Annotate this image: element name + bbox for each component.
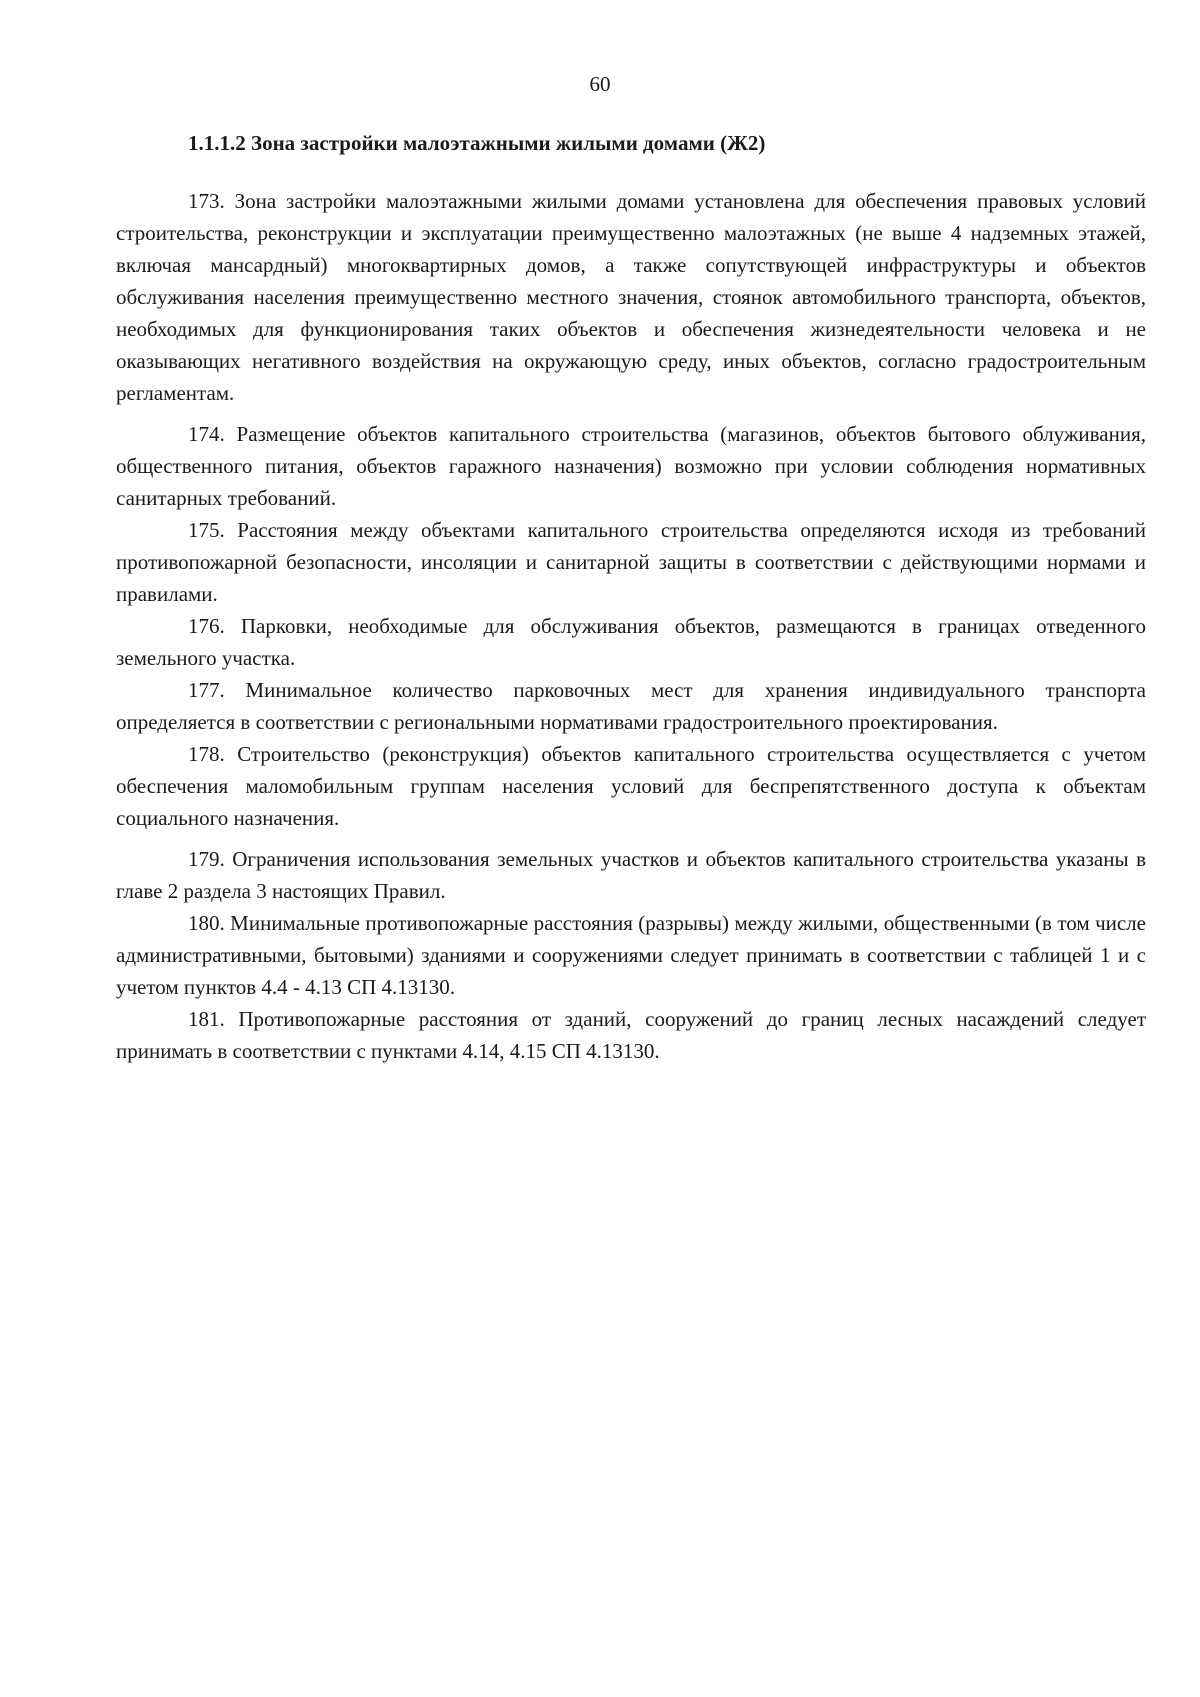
body-text — [116, 185, 1146, 1067]
paragraph-179: 179. Ограничения использования земельных участков и объектов капитального строительства указаны в главе 2 раздела 3 настоящих Правил. — [116, 847, 1146, 903]
paragraph-175: 175. Расстояния между объектами капитального строительства определяются исходя из требований противопожарной безопасности, инсоляции и санитарной защиты в соответствии с действующими нормами и правилами. — [116, 518, 1146, 606]
page-number: 60 — [589, 72, 611, 96]
section-heading: 1.1.1.2 Зона застройки малоэтажными жилыми домами (Ж2) — [188, 131, 766, 155]
paragraph-181: 181. Противопожарные расстояния от зданий, сооружений до границ лесных насаждений следует принимать в соответствии с пунктами 4.14, 4.15 СП 4.13130. — [116, 1007, 1146, 1063]
paragraph-176: 176. Парковки, необходимые для обслуживания объектов, размещаются в границах отведенного земельного участка. — [116, 614, 1146, 670]
paragraph-178: 178. Строительство (реконструкция) объектов капитального строительства осуществляется с учетом обеспечения маломобильным группам населения условий для беспрепятственного доступа к объектам социального назначения. — [116, 742, 1146, 830]
paragraph-174: 174. Размещение объектов капитального строительства (магазинов, объектов бытового облуживания, общественного питания, объектов гаражного назначения) возможно при условии соблюдения нормативных санитарных требований. — [116, 422, 1146, 510]
paragraph-173: 173. Зона застройки малоэтажными жилыми домами установлена для обеспечения правовых условий строительства, реконструкции и эксплуатации преимущественно малоэтажных (не выше 4 надземных этажей, включая мансардный) многоквартирных домов, а также сопутствующей инфраструктуры и объектов обслуживания населения преимущественно местного значения, стоянок автомобильного транспорта, объектов, необходимых для функционирования таких объектов и обеспечения жизнедеятельности человека и не оказывающих негативного воздействия на окружающую среду, иных объектов, согласно градостроительным регламентам. — [116, 189, 1146, 405]
paragraph-180: 180. Минимальные противопожарные расстояния (разрывы) между жилыми, общественными (в том числе административными, бытовыми) зданиями и сооружениями следует принимать в соответствии с таблицей 1 и с учетом пунктов 4.4 - 4.13 СП 4.13130. — [116, 911, 1146, 999]
paragraph-177: 177. Минимальное количество парковочных мест для хранения индивидуального транспорта определяется в соответствии с региональными нормативами градостроительного проектирования. — [116, 678, 1146, 734]
